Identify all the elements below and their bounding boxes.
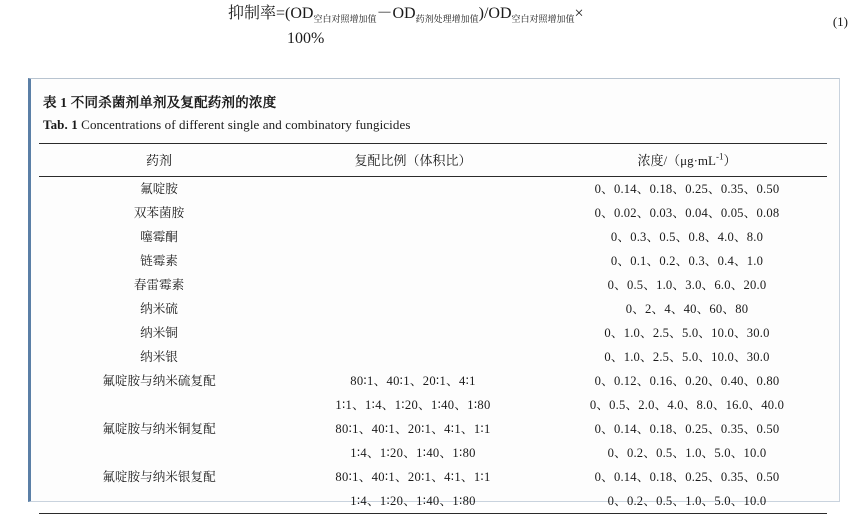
equation-line-2: 100%	[287, 30, 325, 47]
cell-concentration: 0、0.1、0.2、0.3、0.4、1.0	[610, 254, 764, 268]
cell-ratio: 80∶1、40∶1、20∶1、4∶1、1∶1	[335, 422, 491, 436]
cell-concentration: 0、0.12、0.16、0.20、0.40、0.80	[594, 374, 780, 388]
cell-ratio	[279, 321, 547, 345]
cell-concentration: 0、0.5、2.0、4.0、8.0、16.0、40.0	[589, 398, 785, 412]
cell-concentration: 0、2、4、40、60、80	[625, 302, 749, 316]
column-header-concentration	[547, 144, 827, 177]
cell-concentration: 0、0.14、0.18、0.25、0.35、0.50	[594, 470, 780, 484]
cell-ratio	[279, 249, 547, 273]
cell-concentration: 0、0.02、0.03、0.04、0.05、0.08	[594, 206, 780, 220]
cell-concentration: 0、0.5、1.0、3.0、6.0、20.0	[607, 278, 767, 292]
cell-concentration: 0、0.2、0.5、1.0、5.0、10.0	[547, 489, 827, 514]
column-header-concentration-text: 浓度/（μg·mL	[637, 153, 716, 168]
table-row	[39, 321, 827, 345]
equation-number: (1)	[832, 14, 848, 29]
column-header-concentration-exponent: -1	[715, 151, 724, 162]
table-caption-en: Concentrations of different single and combinatory fungicides	[81, 117, 411, 132]
cell-agent	[39, 393, 279, 417]
equation-block	[0, 0, 866, 74]
equation-subscript-3: 空白对照增加值	[511, 14, 575, 25]
cell-agent: 纳米银	[140, 350, 178, 364]
cell-ratio: 80∶1、40∶1、20∶1、4∶1、1∶1	[335, 470, 491, 484]
equation-subscript-1: 空白对照增加值	[313, 14, 377, 25]
cell-ratio	[279, 201, 547, 225]
cell-agent: 纳米铜	[140, 326, 178, 340]
table-row	[39, 417, 827, 441]
cell-agent: 氟啶胺与纳米硫复配	[102, 374, 216, 388]
table-row	[39, 465, 827, 489]
table-row	[39, 201, 827, 225]
cell-concentration: 0、0.3、0.5、0.8、4.0、8.0	[610, 230, 764, 244]
table-row	[39, 177, 827, 202]
table-title-english	[43, 117, 411, 133]
cell-ratio: 1∶1、1∶4、1∶20、1∶40、1∶80	[335, 398, 491, 412]
cell-agent: 噻霉酮	[140, 230, 178, 244]
table-row	[39, 249, 827, 273]
cell-agent: 纳米硫	[140, 302, 178, 316]
cell-agent: 氟啶胺	[140, 182, 178, 196]
column-header-ratio: 复配比例（体积比）	[279, 144, 547, 177]
table-head	[39, 144, 827, 177]
table-row	[39, 393, 827, 417]
cell-concentration: 0、0.14、0.18、0.25、0.35、0.50	[594, 422, 780, 436]
table-title-chinese: 表 1 不同杀菌剂单剂及复配药剂的浓度	[43, 95, 277, 110]
table-label-en: Tab. 1	[43, 117, 78, 132]
equation-minus: －OD	[376, 5, 416, 22]
equation-prefix: 抑制率=(OD	[228, 5, 314, 22]
table-row	[39, 345, 827, 369]
cell-concentration: 0、1.0、2.5、5.0、10.0、30.0	[604, 350, 770, 364]
cell-agent	[39, 441, 279, 465]
cell-concentration: 0、0.2、0.5、1.0、5.0、10.0	[607, 446, 767, 460]
cell-ratio	[279, 297, 547, 321]
cell-concentration: 0、1.0、2.5、5.0、10.0、30.0	[604, 326, 770, 340]
cell-ratio	[279, 177, 547, 202]
equation-times: ×	[574, 5, 584, 22]
table-row	[39, 273, 827, 297]
cell-ratio: 1∶4、1∶20、1∶40、1∶80	[350, 446, 476, 460]
table-panel	[28, 78, 840, 508]
table-row	[39, 441, 827, 465]
table-header-row	[39, 144, 827, 177]
cell-ratio: 80∶1、40∶1、20∶1、4∶1	[350, 374, 476, 388]
cell-agent: 氟啶胺与纳米铜复配	[102, 422, 216, 436]
cell-agent: 双苯菌胺	[133, 206, 185, 220]
table-row	[39, 225, 827, 249]
cell-agent: 春雷霉素	[133, 278, 185, 292]
equation-line-1	[228, 2, 584, 31]
cell-agent: 链霉素	[140, 254, 178, 268]
column-header-agent: 药剂	[39, 144, 279, 177]
table-row	[39, 297, 827, 321]
equation-subscript-2: 药剂处理增加值	[415, 14, 479, 25]
equation-mid: )/OD	[478, 5, 512, 22]
cell-ratio	[279, 273, 547, 297]
cell-ratio: 1∶4、1∶20、1∶40、1∶80	[279, 489, 547, 514]
column-header-concentration-close: ）	[723, 153, 737, 168]
concentration-table	[39, 143, 827, 514]
cell-ratio	[279, 225, 547, 249]
cell-agent: 氟啶胺与纳米银复配	[102, 470, 216, 484]
table-body	[39, 177, 827, 514]
cell-ratio	[279, 345, 547, 369]
cell-concentration: 0、0.14、0.18、0.25、0.35、0.50	[594, 182, 780, 196]
table-row	[39, 369, 827, 393]
